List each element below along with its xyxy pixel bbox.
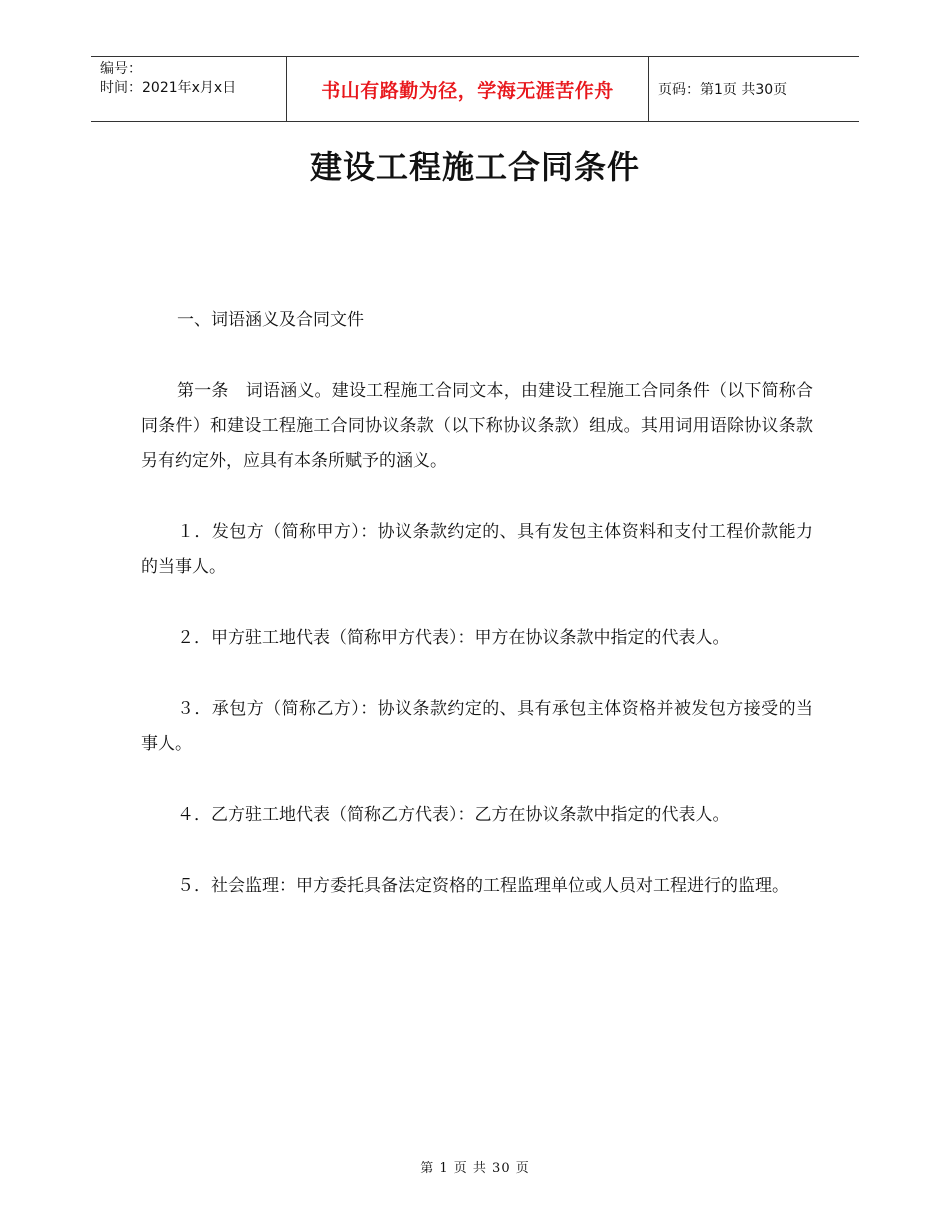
page-footer: 第 1 页 共 30 页: [420, 1161, 530, 1176]
definition-item: ５．社会监理：甲方委托具备法定资格的工程监理单位或人员对工程进行的监理。: [177, 876, 789, 896]
document-body: [141, 303, 813, 940]
definition-item: １．发包方（简称甲方）：协议条款约定的、具有发包主体资料和支付工程价款能力的当事人。: [141, 522, 813, 577]
document-date-label: 时间：2021年x月x日: [100, 80, 237, 96]
page-info-text: 页码：第1页 共30页: [658, 82, 788, 98]
document-number-label: 编号：: [100, 61, 142, 77]
document-title: 建设工程施工合同条件: [309, 148, 640, 186]
definition-item: ４．乙方驻工地代表（简称乙方代表）：乙方在协议条款中指定的代表人。: [177, 805, 730, 825]
header-motto: [286, 57, 649, 121]
article-paragraph: 第一条 词语涵义。建设工程施工合同文本，由建设工程施工合同条件（以下简称合同条件）和建设工程施工合同协议条款（以下称协议条款）组成。其用词用语除协议条款另有约定外，应具有本条所赋予的涵义。: [141, 381, 813, 471]
motto-text: 书山有路勤为径，学海无涯苦作舟: [321, 79, 614, 102]
header-page-info: [649, 57, 859, 121]
section-heading: 一、词语涵义及合同文件: [177, 310, 364, 330]
header-meta: [91, 57, 286, 121]
page-header: [91, 56, 859, 122]
definition-item: ２．甲方驻工地代表（简称甲方代表）：甲方在协议条款中指定的代表人。: [177, 628, 730, 648]
definition-item: ３．承包方（简称乙方）：协议条款约定的、具有承包主体资格并被发包方接受的当事人。: [141, 699, 813, 754]
